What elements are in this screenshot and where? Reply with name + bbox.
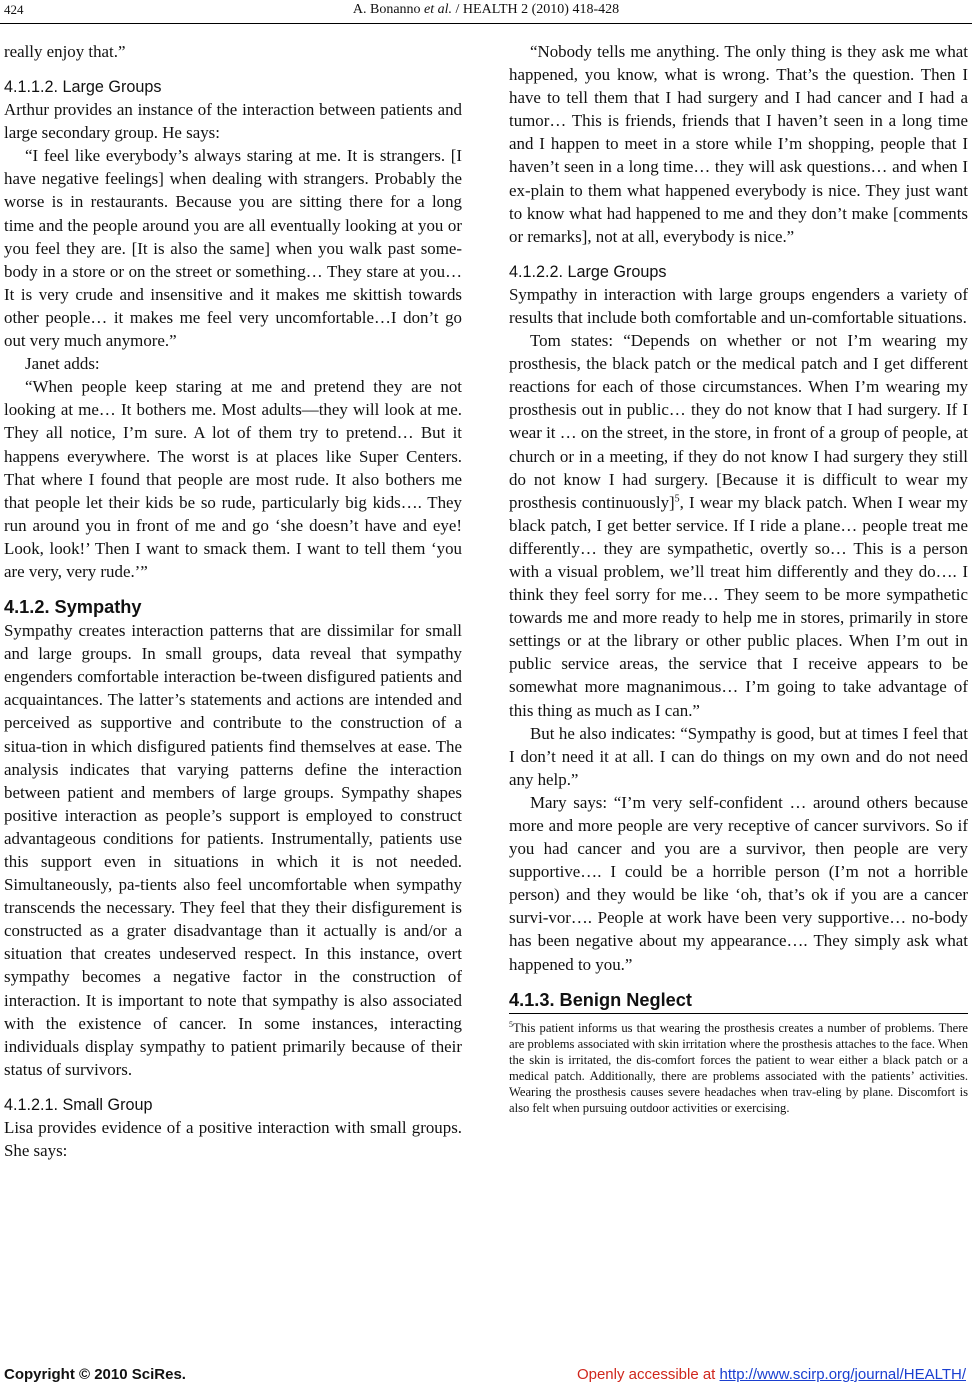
quote-lisa: “Nobody tells me anything. The only thing is they ask me what happened, you know, what is wrong. That’s the question. Then I have to tell them that I had surgery and I had cancer and I had a tumor… This is friends, friends that I haven’t seen in a long time and I happen to meet in a store while I’m shopping, people that I haven’t seen in a long time… they will ask questions… and when I ex-plain to them what happened everybody is nice. They just want to know what had happened to me and they don’t make [comments or remarks], not at all, everybody is nice.”	[509, 42, 968, 246]
paragraph-continuation: really enjoy that.”	[4, 42, 126, 61]
running-header	[0, 2, 972, 18]
footer-access	[577, 1366, 966, 1383]
quote-janet: “When people keep staring at me and pretend they are not looking at me… It bothers me. Most adults—they will look at me. They all notice, I’m sure. A lot of them try to pretend… But it happens everywhere. The worst is at places like Super Centers. That where I found that people are most rude. It also bothers me that people let their kids be so rude, particularly big kids…. They run around you in front of me and go ‘she doesn’t have and eye! Look, look!’ Then I want to smack them. I want to tell them ‘you are very, very rude.’”	[4, 377, 462, 581]
footnote-ref-5[interactable]: 5	[674, 493, 680, 505]
heading-4-1-1-2: 4.1.1.2. Large Groups	[4, 78, 162, 97]
quote-tom-continued: But he also indicates: “Sympathy is good, but at times I feel that I don’t need it at all. I can do things on my own and do not need any help.”	[509, 723, 968, 789]
page-number: 424	[4, 2, 24, 17]
paragraph-arthur-intro: Arthur provides an instance of the interaction between patients and large secondary group. He says:	[4, 100, 462, 143]
journal-link[interactable]: http://www.scirp.org/journal/HEALTH/	[719, 1366, 966, 1383]
quote-mary: Mary says: “I’m very self-confident … around others because more and more people are very receptive of cancer survivors. So if you had cancer and you are a survivor, then people are very supportive…. I could be a horrible person (I’m not a horrible person) and they would be like ‘oh, that’s ok if you are a cancer survi-vor…. People at work have been very supportive… no-body has been negative about my appearance…. They simply ask what happened to you.”	[509, 792, 968, 974]
footnote-mark: 5	[509, 1019, 513, 1029]
header-citation: / HEALTH 2 (2010) 418-428	[452, 2, 620, 17]
header-rule	[0, 23, 972, 24]
footnote-text: This patient informs us that wearing the prosthesis creates a number of problems. There are problems associated with skin irritation where the prosthesis attaches to the face. When the skin is irritated, the dis-comfort forces the patient to wear either a black patch or a medical patch. Additionally, there are problems associated with the patients’ activities. Wearing the prosthesis causes severe headaches when trav-eling by plane. Discomfort is also felt when pursuing outdoor activities or exercising.	[509, 1020, 968, 1116]
header-authors: A. Bonanno	[352, 2, 425, 17]
paragraph-sympathy: Sympathy creates interaction patterns that are dissimilar for small and large groups. In small groups, data reveal that sympathy engenders comfortable interaction be-tween disfigured patients and acquaintances. The latter’s statements and actions are intended and perceived as supportive and contribute to the construction of a situa-tion in which disfigured patients find themselves at ease. The analysis indicates that varying patterns define the interaction between patient and members of large groups. Sympathy shapes positive interaction as people’s support is employed to construct advantageous conditions for patients. Instrumentally, patients use this support even in situations in which it is not needed. Simultaneously, pa-tients also feel uncomfortable when sympathy transcends the necessary. They feel that they their disfigurement is constructed as a grater disadvantage than it actually is and/or a situation that creates undeserved respect. In this instance, overt sympathy becomes a negative factor in the construction of interaction. It is important to note that sympathy is also associated with the existence of cancer. In some instances, interacting individuals display sympathy to patient primarily because of their status of survivors.	[4, 621, 462, 1079]
paragraph-large-groups: Sympathy in interaction with large groups engenders a variety of results that include both comfortable and un-comfortable situations.	[509, 284, 968, 327]
right-column	[509, 40, 968, 1116]
heading-4-1-2-1: 4.1.2.1. Small Group	[4, 1095, 153, 1114]
quote-tom	[509, 329, 968, 722]
heading-4-1-2-2: 4.1.2.2. Large Groups	[509, 262, 667, 281]
footer-access-text: Openly accessible at	[576, 1366, 720, 1383]
quote-tom-part-1: Tom states: “Depends on whether or not I’m wearing my prosthesis, the black patch or the medical patch and I get different reactions for each of those circumstances. When I’m wearing my prosthesis out in public… they do not know that I had surgery. If I wear it … on the street, in the store, in front of a group of people, at church or in a meeting, if they do not know I had surgery they still do not know I had surgery. [Because it is difficult to wear my prosthesis continuously]	[509, 331, 968, 512]
left-column	[4, 40, 462, 1162]
footnote-5	[509, 1020, 968, 1117]
header-et-al: et al.	[424, 2, 453, 17]
paragraph-janet-adds: Janet adds:	[25, 354, 100, 374]
quote-tom-part-2: , I wear my black patch. When I wear my black patch, I get better service. If I ride a plane… people treat me differently… they are sympathetic, overtly so… This is a person with a visual problem, we’ll treat him differently and they do…. I think they feel sorry for me… They seem to be more sympathetic towards me and more ready to help me in stores, primarily in store settings or at the library or other public places. When I’m out in public service areas, the service that I receive appears to be somewhat more magnanimous… I’m going to take advantage of this thing as much as I can.”	[509, 492, 968, 720]
heading-4-1-2: 4.1.2. Sympathy	[4, 597, 142, 618]
paragraph-lisa-intro: Lisa provides evidence of a positive interaction with small groups. She says:	[4, 1117, 462, 1161]
quote-arthur: “I feel like everybody’s always staring at me. It is strangers. [I have negative feelings] when dealing with strangers. Probably the worse is in restaurants. Because you are sitting there for a long time and the people around you are all eventually looking at you or you feel they are. [It is also the same] when you walk past some-body in a store or on the street or something… They stare at you… It is very crude and insensitive and it makes me skittish towards other people… it makes me feel very uncomfortable…I don’t go out very much anymore.”	[4, 146, 462, 351]
heading-4-1-3: 4.1.3. Benign Neglect	[509, 989, 968, 1014]
footer-copyright: Copyright © 2010 SciRes.	[4, 1366, 186, 1383]
